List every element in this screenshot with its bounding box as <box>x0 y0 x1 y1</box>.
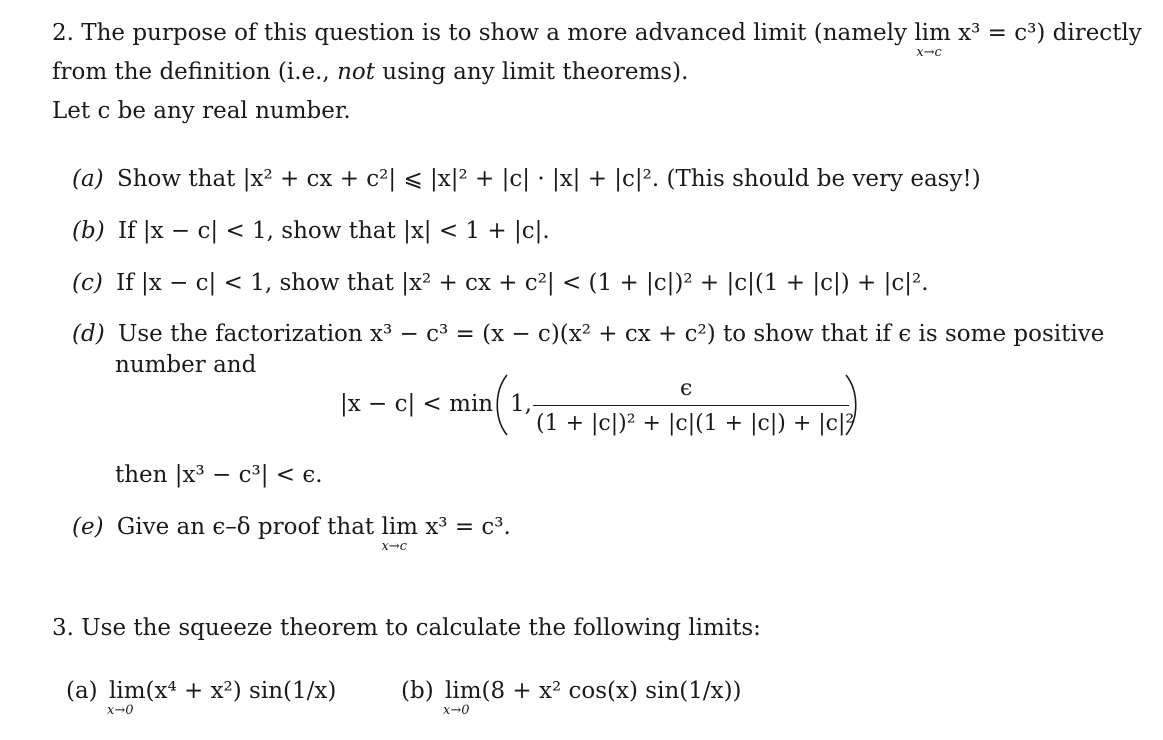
d-display-left: |x − c| < min <box>340 391 494 417</box>
q3-intro: 3. Use the squeeze theorem to calculate the following limits: <box>52 615 761 641</box>
q2-part-c <box>72 272 929 295</box>
q2-intro-line2 <box>52 61 688 84</box>
d-frac-bar <box>533 405 849 406</box>
q3-part-a-label: (a) <box>66 678 98 704</box>
lim-word: lim <box>914 20 951 46</box>
q2-part-c-label: (c) <box>72 270 103 296</box>
q3-part-b-label: (b) <box>401 678 434 704</box>
lim-subscript: x→0 <box>442 703 470 718</box>
q3-part-a-limit <box>106 678 146 718</box>
q2-part-b-label: (b) <box>72 218 105 244</box>
q2-intro-text-2a: from the definition (i.e., <box>52 59 330 85</box>
q2-intro-line1 <box>52 20 1142 60</box>
q2-part-d-label: (d) <box>72 321 105 347</box>
q2-intro-text-1b: x³ = c³) directly <box>958 20 1142 46</box>
lim-subscript: x→c <box>916 45 942 60</box>
q2-part-e-text-b: x³ = c³. <box>425 514 511 540</box>
lim-subscript: x→c <box>381 539 407 554</box>
q3-part-b-limit <box>442 678 482 718</box>
q2-part-e-limit <box>381 514 418 554</box>
q2-part-a-label: (a) <box>72 166 104 192</box>
q3-part-a <box>66 678 337 718</box>
left-paren <box>492 373 510 437</box>
q2-part-d <box>72 323 1104 346</box>
lim-word: lim <box>381 514 418 540</box>
q2-part-e-text-a: Give an ϵ–δ proof that <box>116 514 375 540</box>
q2-intro-limit <box>914 20 951 60</box>
q2-part-d-then: then |x³ − c³| < ϵ. <box>115 462 323 488</box>
q2-intro-text-1a: 2. The purpose of this question is to show a more advanced limit (namely <box>52 20 907 46</box>
lim-subscript: x→0 <box>106 703 134 718</box>
q2-part-d-text-2: number and <box>115 352 257 378</box>
q2-part-b <box>72 220 550 243</box>
q3-part-b <box>401 678 742 718</box>
d-frac-denominator: (1 + |c|)² + |c|(1 + |c|) + |c|² <box>536 411 855 436</box>
q3-part-a-expr: (x⁴ + x²) sin(1/x) <box>145 678 337 704</box>
q2-part-e <box>72 514 511 554</box>
q2-part-c-text: If |x − c| < 1, show that |x² + cx + c²| < (1 + |c|)² + |c|(1 + |c|) + |c|². <box>116 270 929 296</box>
q2-part-a <box>72 168 981 191</box>
d-frac-numerator: ϵ <box>680 376 693 401</box>
d-display-one: 1, <box>510 391 532 417</box>
q2-part-d-text-1: Use the factorization x³ − c³ = (x − c)(x² + cx + c²) to show that if ϵ is some positive <box>117 321 1105 347</box>
lim-word: lim <box>108 678 146 704</box>
q2-intro-line3: Let c be any real number. <box>52 98 351 124</box>
q2-part-e-label: (e) <box>72 514 104 540</box>
q2-intro-text-2b: using any limit theorems). <box>382 59 689 85</box>
q2-part-b-text: If |x − c| < 1, show that |x| < 1 + |c|. <box>117 218 550 244</box>
lim-word: lim <box>444 678 482 704</box>
q3-part-b-expr: (8 + x² cos(x) sin(1/x)) <box>481 678 742 704</box>
q2-intro-emphasis: not <box>337 59 375 85</box>
right-paren <box>843 373 861 437</box>
q2-part-a-text: Show that |x² + cx + c²| ⩽ |x|² + |c| · |x| + |c|². (This should be very easy!) <box>116 166 981 192</box>
